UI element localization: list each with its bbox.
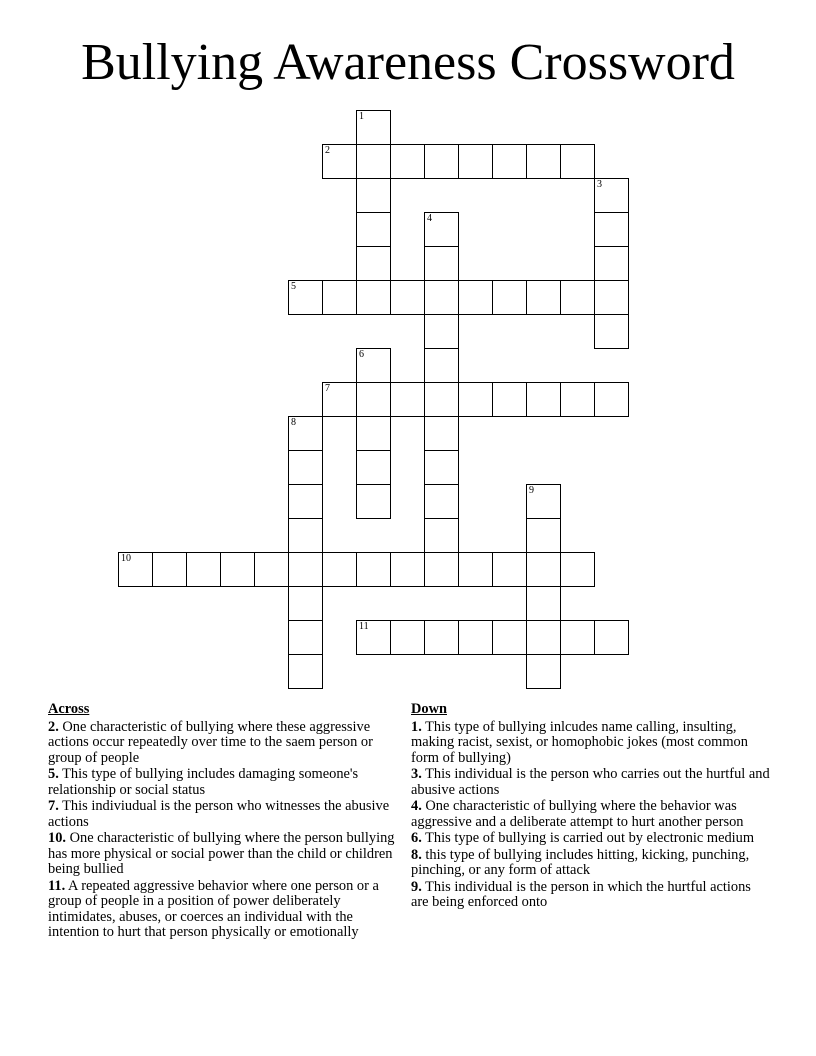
clue-down-6 [411, 831, 771, 847]
crossword-cell[interactable] [118, 552, 153, 587]
clue-down-3 [411, 767, 771, 798]
crossword-cell[interactable] [424, 246, 459, 281]
clue-text: This individual is the person in which the hurtful actions are being enforced onto [411, 878, 751, 910]
crossword-cell[interactable] [594, 280, 629, 315]
clue-down-1 [411, 720, 771, 767]
crossword-cell[interactable] [356, 552, 391, 587]
crossword-cell[interactable] [594, 382, 629, 417]
cell-number: 5 [291, 281, 296, 292]
crossword-cell[interactable] [424, 280, 459, 315]
crossword-cell[interactable] [424, 450, 459, 485]
crossword-cell[interactable] [356, 416, 391, 451]
crossword-cell[interactable] [322, 552, 357, 587]
crossword-cell[interactable] [424, 348, 459, 383]
crossword-cell[interactable] [356, 280, 391, 315]
clue-number: 1. [411, 718, 422, 735]
crossword-cell[interactable] [560, 382, 595, 417]
clue-text: This type of bullying is carried out by electronic medium [425, 830, 755, 846]
crossword-cell[interactable] [220, 552, 255, 587]
crossword-cell[interactable] [390, 552, 425, 587]
crossword-cell[interactable] [492, 620, 527, 655]
crossword-cell[interactable] [492, 144, 527, 179]
cell-number: 4 [427, 213, 432, 224]
clue-text: One characteristic of bullying where the behavior was aggressive and a deliberate attempt to hurt another person [411, 798, 744, 830]
clue-text: A repeated aggressive behavior where one person or a group of people in a position of power deliberately intimidates, abuses, or coerces an individual with the intention to hurt that person physically or emotionally [48, 877, 379, 940]
down-heading: Down [411, 701, 447, 717]
cell-number: 7 [325, 383, 330, 394]
cell-number: 8 [291, 417, 296, 428]
clue-across-5 [48, 767, 403, 798]
crossword-cell[interactable] [526, 144, 561, 179]
crossword-cell[interactable] [356, 450, 391, 485]
crossword-cell[interactable] [288, 416, 323, 451]
crossword-cell[interactable] [390, 620, 425, 655]
clue-number: 3. [411, 766, 422, 782]
crossword-cell[interactable] [560, 280, 595, 315]
crossword-cell[interactable] [526, 586, 561, 621]
crossword-cell[interactable] [288, 450, 323, 485]
crossword-cell[interactable] [458, 144, 493, 179]
crossword-cell[interactable] [288, 654, 323, 689]
cell-number: 1 [359, 111, 364, 122]
crossword-cell[interactable] [526, 552, 561, 587]
clue-across-11 [48, 879, 403, 941]
clue-number: 6. [411, 830, 422, 846]
cell-number: 2 [325, 145, 330, 156]
crossword-cell[interactable] [322, 280, 357, 315]
cell-number: 10 [121, 553, 131, 564]
crossword-cell[interactable] [356, 246, 391, 281]
crossword-cell[interactable] [152, 552, 187, 587]
clue-text: This individual is the person who carries out the hurtful and abusive actions [411, 766, 770, 798]
clue-across-7 [48, 799, 403, 830]
crossword-cell[interactable] [254, 552, 289, 587]
crossword-cell[interactable] [526, 280, 561, 315]
crossword-cell[interactable] [594, 314, 629, 349]
clue-text: This type of bullying inlcudes name calling, insulting, making racist, sexist, or homophobic jokes (most common form of bullying) [411, 718, 748, 766]
clue-number: 5. [48, 766, 59, 782]
clue-number: 8. [411, 846, 422, 863]
crossword-cell[interactable] [288, 280, 323, 315]
clue-text: this type of bullying includes hitting, kicking, punching, pinching, or any form of attack [411, 846, 750, 878]
crossword-cell[interactable] [288, 518, 323, 553]
crossword-cell[interactable] [390, 280, 425, 315]
clue-down-9 [411, 880, 771, 911]
crossword-cell[interactable] [356, 382, 391, 417]
crossword-cell[interactable] [594, 246, 629, 281]
crossword-cell[interactable] [424, 518, 459, 553]
clue-text: One characteristic of bullying where the person bullying has more physical or social power than the child or children being bullied [48, 830, 395, 877]
clue-down-8 [411, 848, 771, 879]
crossword-cell[interactable] [594, 620, 629, 655]
clue-text: This type of bullying includes damaging someone's relationship or social status [48, 766, 359, 798]
crossword-cell[interactable] [424, 212, 459, 247]
down-clues [411, 702, 771, 912]
crossword-cell[interactable] [458, 552, 493, 587]
crossword-cell[interactable] [594, 178, 629, 213]
crossword-cell[interactable] [356, 144, 391, 179]
clue-number: 2. [48, 718, 59, 735]
crossword-cell[interactable] [186, 552, 221, 587]
cell-number: 3 [597, 179, 602, 190]
crossword-cell[interactable] [390, 144, 425, 179]
crossword-cell[interactable] [322, 144, 357, 179]
crossword-cell[interactable] [288, 484, 323, 519]
crossword-cell[interactable] [356, 110, 391, 145]
clue-text: This indiviudual is the person who witnesses the abusive actions [48, 798, 390, 830]
crossword-cell[interactable] [458, 280, 493, 315]
crossword-cell[interactable] [356, 348, 391, 383]
cell-number: 9 [529, 485, 534, 496]
crossword-cell[interactable] [492, 382, 527, 417]
crossword-cell[interactable] [492, 280, 527, 315]
crossword-cell[interactable] [356, 620, 391, 655]
crossword-cell[interactable] [288, 620, 323, 655]
crossword-cell[interactable] [492, 552, 527, 587]
crossword-cell[interactable] [526, 382, 561, 417]
crossword-cell[interactable] [560, 620, 595, 655]
clue-number: 11. [48, 877, 66, 894]
cell-number: 6 [359, 349, 364, 360]
crossword-cell[interactable] [526, 484, 561, 519]
crossword-cell[interactable] [560, 552, 595, 587]
crossword-cell[interactable] [424, 484, 459, 519]
crossword-cell[interactable] [322, 382, 357, 417]
puzzle-title: Bullying Awareness Crossword [81, 34, 735, 91]
crossword-cell[interactable] [288, 586, 323, 621]
clue-across-10 [48, 831, 403, 878]
crossword-cell[interactable] [526, 518, 561, 553]
clue-text: One characteristic of bullying where these aggressive actions occur repeatedly over time to the saem person or group of people [48, 718, 373, 766]
crossword-cell[interactable] [526, 620, 561, 655]
crossword-cell[interactable] [390, 382, 425, 417]
crossword-cell[interactable] [458, 620, 493, 655]
cell-number: 11 [359, 621, 369, 632]
crossword-cell[interactable] [356, 212, 391, 247]
crossword-cell[interactable] [424, 620, 459, 655]
crossword-cell[interactable] [356, 178, 391, 213]
clue-number: 9. [411, 878, 422, 895]
crossword-cell[interactable] [424, 314, 459, 349]
crossword-cell[interactable] [288, 552, 323, 587]
clue-number: 7. [48, 798, 59, 814]
crossword-cell[interactable] [458, 382, 493, 417]
across-heading: Across [48, 701, 90, 717]
clue-down-4 [411, 799, 771, 830]
crossword-cell[interactable] [356, 484, 391, 519]
clue-number: 4. [411, 798, 422, 814]
clue-number: 10. [48, 830, 66, 846]
crossword-cell[interactable] [424, 382, 459, 417]
crossword-cell[interactable] [424, 416, 459, 451]
crossword-cell[interactable] [424, 552, 459, 587]
crossword-cell[interactable] [560, 144, 595, 179]
crossword-cell[interactable] [594, 212, 629, 247]
clue-across-2 [48, 720, 403, 767]
crossword-cell[interactable] [424, 144, 459, 179]
crossword-cell[interactable] [526, 654, 561, 689]
across-clues [48, 702, 403, 942]
